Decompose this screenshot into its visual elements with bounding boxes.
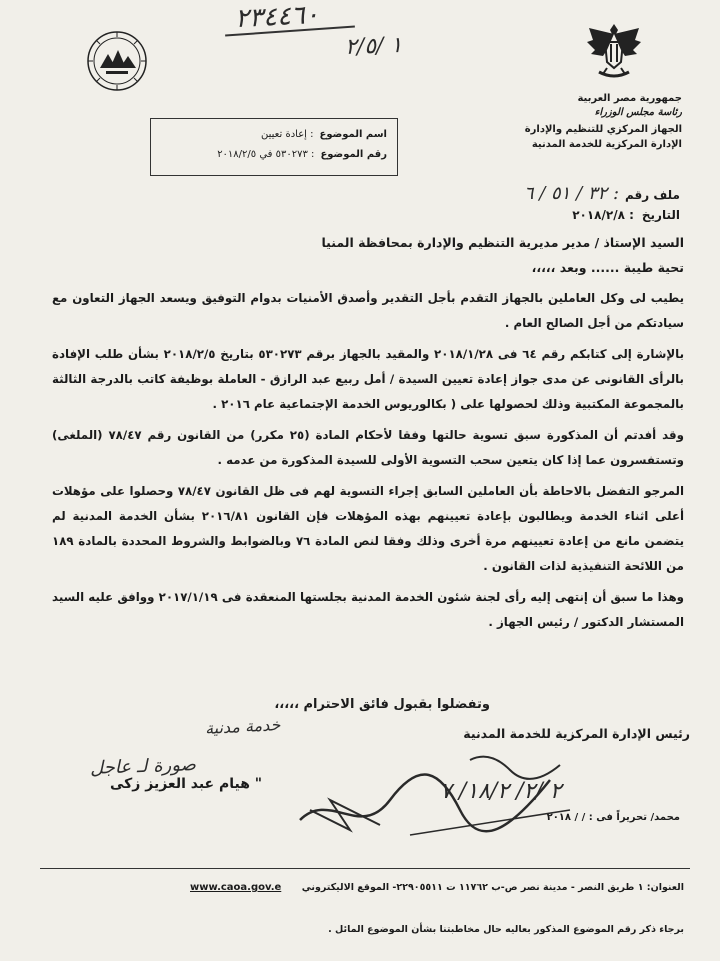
- subject-number-value: : ٥٣٠٢٧٣ في ٢٠١٨/٢/٥: [217, 149, 315, 160]
- letter-body: [52, 230, 684, 635]
- subject-number-label: رقم الموضوع: [320, 149, 387, 160]
- handwritten-signature-icon: [290, 740, 590, 850]
- paragraph: وقد أفدتم أن المذكورة سبق تسوية حالتها وفقا لأحكام المادة (٢٥ مكرر) من القانون رقم ٧٨/٤٧ (الملغى) وتستفسرون عما إذا كان يتعين سحب التسوية الأولى للسيدة المذكورة من عدمه .: [52, 428, 684, 467]
- big-signature-text: ٢ /٢/ ١٨/٢/ ٧: [440, 779, 562, 804]
- paragraph: بالإشارة إلى كتابكم رقم ٦٤ فى ٢٠١٨/١/٢٨ والمقيد بالجهاز برقم ٥٣٠٢٧٣ بتاريخ ٢٠١٨/٢/٥ بشأن طلب الإفادة بالرأى القانونى عن مدى جواز إعادة تعيين السيدة / أمل ربيع عبد الرازق - العاملة بوظيفة كاتب بالدرجة الثالثة بالمجموعة المكتبية وذلك لحصولها على ( بكالوريوس الخدمة الإجتماعية عام ٢٠١٦ .: [52, 347, 684, 411]
- file-number-label: ملف رقم: [625, 188, 680, 202]
- signatory-title: رئيس الإدارة المركزية للخدمة المدنية: [463, 726, 690, 741]
- government-header: [525, 92, 682, 152]
- closing-line: وتفضلوا بقبول فائق الاحترام ،،،،،: [274, 697, 490, 712]
- letter-date: [572, 208, 680, 222]
- signatory-name: " هيام عبد العزيز زكى: [110, 776, 263, 792]
- paragraph: وهذا ما سبق أن إنتهى إليه رأى لجنة شئون الخدمة المدنية بجلستها المنعقدة فى ٢٠١٧/١/١٩ ووافق عليه السيد المستشار الدكتور / رئيس الجهاز .: [52, 590, 685, 629]
- footer-website-link[interactable]: www.caoa.gov.e: [190, 882, 282, 893]
- cabinet-name: رئاسة مجلس الوزراء: [594, 107, 682, 118]
- caoa-seal-icon: [86, 30, 148, 92]
- egypt-eagle-emblem-icon: [585, 20, 643, 82]
- file-number: [524, 183, 680, 204]
- addressee: السيد الإستاذ / مدير مديرية التنظيم والإدارة بمحافظة المنيا: [321, 235, 684, 250]
- footer-note: برجاء ذكر رقم الموضوع المذكور بعاليه حال مخاطبتنا بشأن الموضوع المائل .: [328, 924, 684, 935]
- subject-box: [150, 118, 398, 176]
- subject-name-label: اسم الموضوع: [319, 129, 387, 140]
- paragraph: يطيب لى وكل العاملين بالجهاز التقدم بأجل التقدير وأصدق الأمنيات بدوام التوفيق ويسعد الجهاز التعاون مع سيادتكم من أجل الصالح العام .: [52, 291, 684, 330]
- agency-name: الجهاز المركزي للتنظيم والإدارة: [524, 124, 682, 135]
- handwritten-reference-number: ٢٣٤٤٦٠: [234, 0, 320, 35]
- department-name: الإدارة المركزية للخدمة المدنية: [531, 139, 682, 150]
- paragraph: المرجو التفضل بالاحاطة بأن العاملين السابق إجراء التسوية لهم فى ظل القانون ٧٨/٤٧ وحصلوا على مؤهلات أعلى اثناء الخدمة ويطالبون بإعادة تعيينهم بهذه المؤهلات فإن القانون ٢٠١٦/٨١ بشأن الخدمة المدنية لم يتضمن مانع من إعادة تعيينهم مرة أخرى وذلك وفقا لنص المادة ٧٦ وبالضوابط والشروط المحددة بالمادة ١٨٩ من اللائحة التنفيذية لذات القانون .: [52, 484, 684, 573]
- date-label: التاريخ: [641, 208, 680, 222]
- greeting: تحية طيبة ...... وبعد ،،،،،: [531, 260, 684, 275]
- footer-address: العنوان: ١ طريق النصر - مدينة نصر ص-ب ١١٧٦٢ ت ٢٢٩٠٥٥١١- الموقع الاليكتروني: [301, 882, 684, 893]
- handwritten-signature-note: صورة لـ عاجل: [89, 754, 197, 779]
- date-value: : ٢٠١٨/٢/٨: [572, 208, 634, 222]
- country-name: جمهورية مصر العربية: [577, 93, 682, 104]
- handwritten-mark: ١ /٢/٥: [344, 33, 403, 60]
- footer-divider: [40, 868, 690, 869]
- file-number-value: : ٣٢ / ٥١ / ٦: [523, 183, 620, 204]
- subject-name-value: : إعادة تعيين: [261, 129, 314, 140]
- writer-line: محمد/ تحريراً فى : / / ٢٠١٨: [546, 812, 680, 823]
- handwritten-side-note: خدمة مدنية: [204, 715, 281, 738]
